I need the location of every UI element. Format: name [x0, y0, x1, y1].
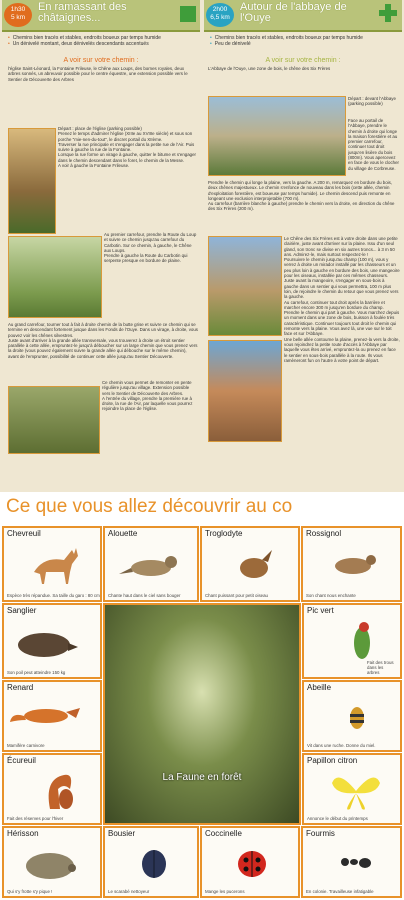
animal-card: Renard Mamifère carnivore [2, 680, 102, 752]
trail-info-item: • Peu de dénivelé [210, 41, 398, 47]
abbey-photo [208, 96, 346, 176]
trail-left-column [2, 0, 200, 492]
beetle-icon [137, 844, 171, 880]
trail-step: A voir à gauche la Fontaine Frileuse. [58, 163, 130, 169]
discover-banner [0, 492, 404, 526]
trail-title: En ramassant des châtaignes... [38, 1, 127, 24]
signpost-photo [8, 386, 100, 454]
animal-card: Bousier Le scarabé nettoyeur [103, 826, 199, 898]
ladybug-icon [234, 844, 270, 880]
animal-card: Rossignol Son chant nous enchante [301, 526, 402, 602]
animal-card: Alouette Chante haut dans le ciel sans bouger [103, 526, 199, 602]
bee-icon [342, 698, 372, 734]
trail-step: Poursuivre le chemin jusqu'au champ (100 m), vous y verrez à droite un mirador installé par les chasseurs et un peu plus loin à gauche en bordure des bois, une mangeoire pour les oiseaux, installée par ces mêmes chasseurs. [284, 257, 400, 279]
banner-title: Ce que vous allez découvrir au co [6, 496, 293, 517]
lark-icon [119, 546, 189, 586]
animal-card: Écureuil Fait des réserves pour l'hiver [2, 753, 102, 825]
trail-info-list [204, 32, 402, 47]
animal-card: Coccinelle Mange les pucerons [200, 826, 300, 898]
trail-step: Prendre à gauche la Route du Carbotin qui serpente presque en bordure de plaine. [104, 253, 188, 264]
trail-info-item: • Chemins bien tracés et stables, endroits boueux par temps humide [8, 35, 196, 41]
square-marker-icon [180, 6, 196, 22]
church-photo [8, 128, 56, 234]
trail-step: Au premier carrefour, prendre la Route du Loup et suivre ce chemin jusqu'au carrefour du Carbotin. Sur ce chemin, à gauche, le Chêne aux Loups. [104, 232, 197, 253]
trail-info-item: • Chemins bien tracés et stables, endroits boueux par temps humide [210, 35, 398, 41]
trail-step: Au carrefour (barrière blanche à gauche) prendre le chemin vers la droite, en direction du chêne des Six Frères (200 m). [208, 201, 395, 212]
hunting-hut-photo [208, 236, 282, 336]
duration-badge: 2h00 6,5 km [206, 3, 234, 27]
cross-marker-icon [379, 4, 397, 22]
hedgehog-icon [22, 842, 82, 882]
trail-info-item: • Un dénivelé montant, deux dénivelés descendants accentués [8, 41, 196, 47]
section-subtitle: A voir sur votre chemin : [265, 57, 341, 64]
trail-step: Prenez le temps d'admirer l'église (XIIIe au XVIIIe siècle) et sous son porche "mie-nen-du-tout", le discret portail du XIIème. [58, 131, 193, 142]
duration-badge: 1h30 5 km [4, 3, 32, 27]
forest-label: La Faune en forêt [162, 772, 242, 783]
deer-icon [24, 542, 84, 586]
fox-icon [10, 698, 90, 734]
animal-card: Pic vert Fait des trous dans les arbres [302, 603, 402, 679]
trail-step: Le Chêne des Six Frères est à votre droite dans une petite clairière, juste avant d'arriver sur la plaine. Issu d'un seul gland, son tronc se divise en six autres troncs... à 3 m 50 ans. Admirez-le, mais surtout respectez-le ! [284, 236, 398, 257]
animal-card: Sanglier Son poil peut atteindre 150 kg [2, 603, 102, 679]
woodpecker-icon [348, 619, 378, 663]
trail-info-list [2, 32, 200, 47]
section-subtitle: A voir sur votre chemin : [63, 57, 139, 64]
trail-step: A l'entrée du village, prendre la première rue à droite, la rue de l'Air, par laquelle vous pourrez rejoindre la place de l'église. [102, 395, 193, 412]
trail-right-header [204, 0, 402, 32]
trail-intro: L'Abbaye de l'Ouye, une zone de bois, le chêne des Six Frères [208, 66, 331, 71]
trail-right-column [204, 0, 402, 492]
nightingale-icon [325, 546, 385, 586]
trail-step: Prendre le chemin qui longe la plaine, vers la gauche. A 200 m, remarquez en bordure du bois, deux chênes majestueux. Le chemin s'enfonce de nouveau dans les bois (cette allée, chemin d'exploitation forestière, est boueuse par temps humide). Le chemin descend puis remonte en longeant une exclusion interprojetable (700 m). [208, 180, 393, 201]
squirrel-icon [44, 769, 80, 813]
trail-title: Autour de l'abbaye de l'Ouye [240, 1, 347, 24]
wren-icon [232, 546, 276, 586]
trail-intro: l'église Saint-Léonard, la Fontaine Frileuse, le Chêne aux Loups, des bornes royales, deux arbres sonnés, un abreuvoir possible pour le centre équestre, une extension possible vers le Sentier de Découverte des Arbres [8, 66, 188, 82]
forest-photo [103, 603, 301, 825]
trail-step: Une belle allée contourne la plaine, prenez-la vers la droite, vous rejoindrez la petite route d'accès à l'Abbaye par laquelle vous êtes arrivé, empruntez-la ou prenez en face le sentier en sous-bois parallèle à la route. Ils vous ramèneront fun on l'autre à votre point de départ. [284, 336, 400, 363]
animal-card: Papillon citron Annonce le début du printemps [302, 753, 402, 825]
trail-step: Juste avant la mangeoire, s'engager en sous-bois à gauche dans un sentier qui vous permettra, 100 m plus loin, de rejoindre le chemin du retour que vous prenez vers la gauche. [284, 278, 399, 300]
butterfly-icon [328, 769, 384, 813]
trail-step: Départ : devant l'Abbaye (parking possible) [348, 96, 396, 107]
trail-step: Ce chemin vous permet de remonter en pente régulière jusqu'au village. Extension possible vers le Sentier de Découverte des Arbres. [102, 380, 192, 396]
trail-step: Face au portail de l'Abbaye, prendre le chemin à droite qui longe la maison forestière et au premier carrefour, continuer tout droit jusqu'en lisière du bois (800m). Vous apercevez en face de vous le clocher du village de Corbreuse. [348, 118, 400, 171]
trail-step: Départ : place de l'église (parking possible) [58, 126, 142, 131]
boar-icon [10, 621, 80, 665]
field-photo [8, 236, 102, 318]
animal-card: Hérisson Qui s'y frotte s'y pique ! [2, 826, 102, 898]
animal-card: Abeille Vit dans une ruche. Donne du miel. [302, 680, 402, 752]
animal-card: Chevreuil Espèce très répandue. Sa taille du garo : 80 cm [2, 526, 102, 602]
trail-step: Juste avant d'arriver à la grande allée transversale, vous trouverez à droite un étroit sentier parallèle à cette allée, empruntez-le jusqu'à déboucher sur un large chemin que vous prenez vers la droite (vous pouvez également suivre la grande allée qui débouche sur le même chemin), avant de l'emprunter, possibilité de continuer cette allée jusqu'au Sentier Découverte. [8, 337, 198, 359]
trail-left-header [2, 0, 200, 32]
trail-step: Traverser la rue principale et s'engager dans la petite rue de l'Air. Puis suivre à gauche la rue de la Fontaine. [58, 141, 195, 153]
animal-card: Fourmis En colonie. Travailleuse infatigable [301, 826, 402, 898]
abbey-gate-photo [208, 340, 282, 442]
ant-icon [337, 844, 373, 880]
trail-step: Au grand carrefour, tourner tout à fait à droite chemin de la butte grise et suivre ce chemin qui se termine en descendant fortement jusque dans les Fonds de l'Ouye. Dans un virage, à droite, vous pouvez voir les chênes silvestres. [8, 322, 198, 338]
animal-card: Troglodyte Chant puissant pour petit oiseau [200, 526, 300, 602]
trail-step: Au carrefour, continuer tout droit après la barrière et marcher encore 300 m jusqu'en bordure du champ. Prendre le chemin qui part à gauche. Vous marchez depuis un moment dans une zone de bois, buisson à foulée très caractéristique. Continuer toujours tout droit le chemin qui remonte vers la plaine. Vous avez là, une vue sur le toit face et sur l'Abbaye. [284, 299, 400, 337]
trail-step: Lorsque la rue forme un virage à gauche, quitter le bitume et s'engager dans le chemin descendant dans le foret, le chemin de la Messe. [58, 152, 197, 163]
